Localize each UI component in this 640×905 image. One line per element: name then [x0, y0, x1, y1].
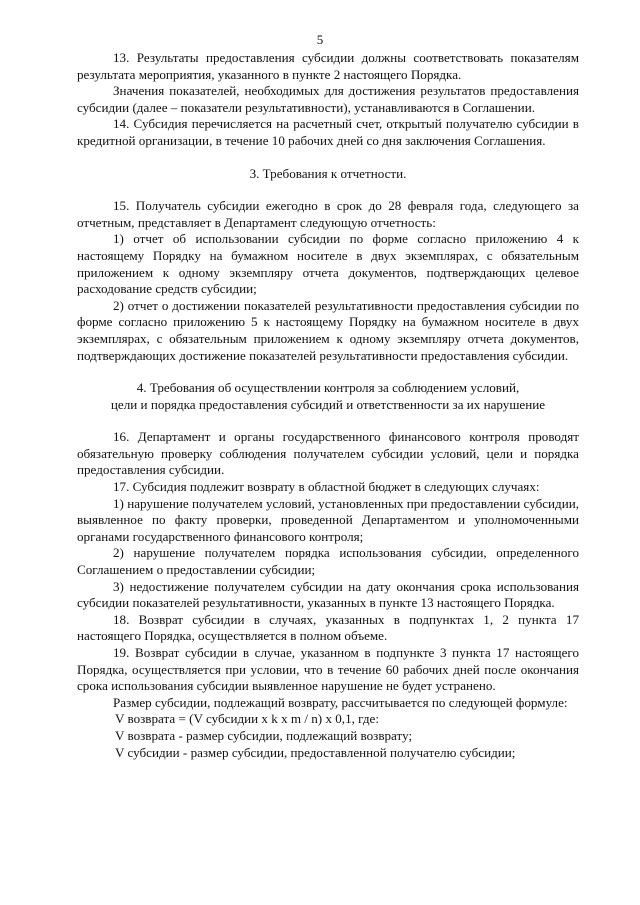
paragraph-13-values: Значения показателей, необходимых для достижения результатов предоставления субсидии (далее – показатели результативности), устанавливаются в Соглашении. — [77, 83, 579, 115]
formula-line: V возврата = (V субсидии x k x m / n) x 0,1, где: — [115, 711, 380, 727]
formula-definition-v-return: V возврата - размер субсидии, подлежащий возврату; — [115, 727, 413, 743]
paragraph-16: 16. Департамент и органы государственного финансового контроля проводят обязательную проверку соблюдения получателем субсидии условий, цели и порядка предоставления субсидии. — [77, 429, 579, 478]
paragraph-15-item-2: 2) отчет о достижении показателей результативности предоставления субсидии по форме согласно приложению 5 к настоящему Порядку на бумажном носителе в двух экземплярах, с обязательным приложением к одному экземпляру отчета документов, подтверждающих достижение показателей результативности предоставления субсидии. — [77, 297, 579, 363]
paragraph-17-item-2: 2) нарушение получателем порядка использования субсидии, определенного Соглашением о предоставлении субсидии; — [77, 545, 579, 578]
paragraph-18: 18. Возврат субсидии в случаях, указанных в подпунктах 1, 2 пункта 17 настоящего Порядка, осуществляется в полном объеме. — [77, 611, 579, 644]
formula-definition-v-subsidy: V субсидии - размер субсидии, предоставленной получателю субсидии; — [115, 744, 516, 760]
paragraph-13: 13. Результаты предоставления субсидии должны соответствовать показателям результата мероприятия, указанного в пункте 2 настоящего Порядка. — [77, 50, 579, 82]
paragraph-19-formula-intro: Размер субсидии, подлежащий возврату, рассчитывается по следующей формуле: — [113, 694, 568, 710]
section-heading-4-line-1: 4. Требования об осуществлении контроля за соблюдением условий, — [136, 380, 520, 396]
paragraph-17-item-3: 3) недостижение получателем субсидии на дату окончания срока использования субсидии показателей результативности, указанных в пункте 13 настоящего Порядка. — [77, 578, 579, 611]
document-body — [77, 50, 579, 761]
section-heading-4-line-2: цели и порядка предоставления субсидий и ответственности за их нарушение — [110, 396, 546, 412]
paragraph-17: 17. Субсидия подлежит возврату в областной бюджет в следующих случаях: — [113, 479, 540, 495]
section-heading-3: 3. Требования к отчетности. — [249, 165, 407, 181]
page-number: 5 — [316, 32, 324, 47]
section-heading-4 — [77, 380, 579, 413]
paragraph-14: 14. Субсидия перечисляется на расчетный счет, открытый получателю субсидии в кредитной организации, в течение 10 рабочих дней со дня заключения Соглашения. — [77, 116, 579, 148]
paragraph-15: 15. Получатель субсидии ежегодно в срок до 28 февраля года, следующего за отчетным, представляет в Департамент следующую отчетность: — [77, 198, 579, 230]
paragraph-19: 19. Возврат субсидии в случае, указанном в подпункте 3 пункта 17 настоящего Порядка, осуществляется при условии, что в течение 60 рабочих дней после окончания срока использования субсидии выявленное нарушение не будет устранено. — [77, 645, 579, 694]
paragraph-15-item-1: 1) отчет об использовании субсидии по форме согласно приложению 4 к настоящему Порядку на бумажном носителе в двух экземплярах, с обязательным приложением к одному экземпляру отчета документов, подтверждающих целевое расходование средств субсидии; — [77, 231, 579, 297]
paragraph-17-item-1: 1) нарушение получателем условий, установленных при предоставлении субсидии, выявленное по факту проверки, проведенной Департаментом и уполномоченными органами государственного финансового контроля; — [77, 495, 579, 544]
